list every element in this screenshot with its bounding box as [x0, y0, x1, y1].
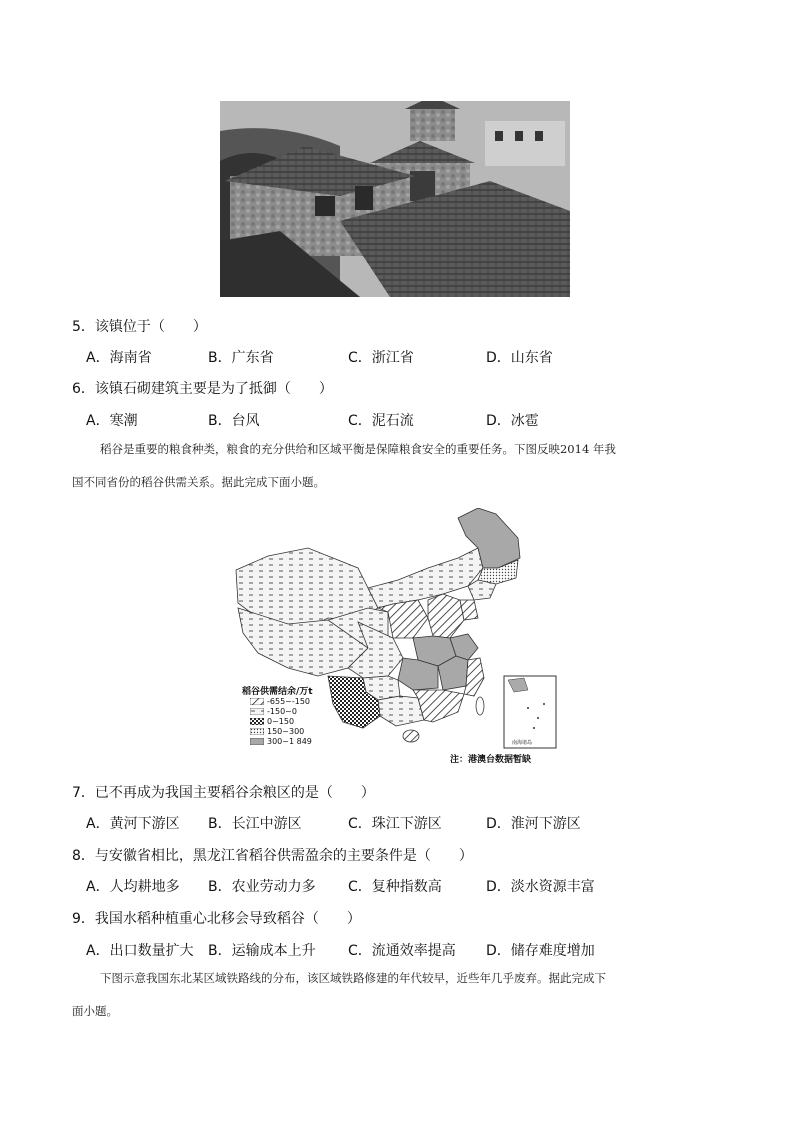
q8-option-c: C．复种指数高 [348, 879, 442, 895]
q9-option-c: C．流通效率提高 [348, 943, 456, 959]
legend-label: 0~150 [267, 716, 295, 726]
q5-option-b: B．广东省 [208, 350, 274, 366]
q8-option-a: A．人均耕地多 [86, 879, 180, 895]
passage-2-line-2: 面小题。 [72, 1004, 118, 1018]
q9-option-b: B．运输成本上升 [208, 943, 316, 959]
question-5-stem: 5．该镇位于（ ） [72, 319, 207, 335]
legend-title: 稻谷供需结余/万t [242, 687, 313, 697]
q5-option-d: D．山东省 [486, 350, 553, 366]
q7-option-b: B．长江中游区 [208, 816, 302, 832]
legend-swatch [250, 718, 264, 725]
legend-label: -655~-150 [267, 696, 311, 706]
passage-1-line-1: 稻谷是重要的粮食种类，粮食的充分供给和区域平衡是保障粮食安全的重要任务。下图反映2014 年我 [100, 442, 616, 456]
legend-item [250, 716, 312, 726]
q7-option-c: C．珠江下游区 [348, 816, 442, 832]
question-8-stem: 8．与安徽省相比，黑龙江省稻谷供需盈余的主要条件是（ ） [72, 848, 473, 864]
map-note: 注：港澳台数据暂缺 [450, 755, 532, 765]
legend-label: 150~300 [267, 726, 305, 736]
question-7-stem: 7．已不再成为我国主要稻谷余粮区的是（ ） [72, 785, 375, 801]
legend-label: -150~0 [267, 706, 297, 716]
legend-swatch [250, 728, 264, 735]
rice-supply-demand-map [228, 508, 568, 766]
legend-item [250, 706, 312, 716]
legend-swatch [250, 738, 264, 745]
q8-option-d: D．淡水资源丰富 [486, 879, 595, 895]
q7-option-a: A．黄河下游区 [86, 816, 180, 832]
stone-village-photo [220, 101, 570, 297]
legend-item [250, 696, 312, 706]
passage-2-line-1: 下图示意我国东北某区域铁路线的分布，该区域铁路修建的年代较早，近些年几乎废弃。据此完成下 [100, 971, 606, 985]
legend-swatch [250, 708, 264, 715]
legend-item [250, 736, 312, 746]
passage-1-line-2: 国不同省份的稻谷供需关系。据此完成下面小题。 [72, 475, 325, 489]
q9-option-d: D．储存难度增加 [486, 943, 595, 959]
q6-option-c: C．泥石流 [348, 413, 414, 429]
q6-option-b: B．台风 [208, 413, 260, 429]
q5-option-a: A．海南省 [86, 350, 152, 366]
map-legend [250, 696, 312, 746]
question-6-stem: 6．该镇石砌建筑主要是为了抵御（ ） [72, 381, 333, 397]
legend-label: 300~1 849 [267, 736, 312, 746]
q8-option-b: B．农业劳动力多 [208, 879, 316, 895]
inset-label: 南海诸岛 [512, 740, 533, 746]
q6-option-a: A．寒潮 [86, 413, 138, 429]
legend-item [250, 726, 312, 736]
q9-option-a: A．出口数量扩大 [86, 943, 194, 959]
q5-option-c: C．浙江省 [348, 350, 414, 366]
legend-swatch [250, 698, 264, 705]
q7-option-d: D．淮河下游区 [486, 816, 581, 832]
q6-option-d: D．冰雹 [486, 413, 539, 429]
question-9-stem: 9．我国水稻种植重心北移会导致稻谷（ ） [72, 911, 361, 927]
